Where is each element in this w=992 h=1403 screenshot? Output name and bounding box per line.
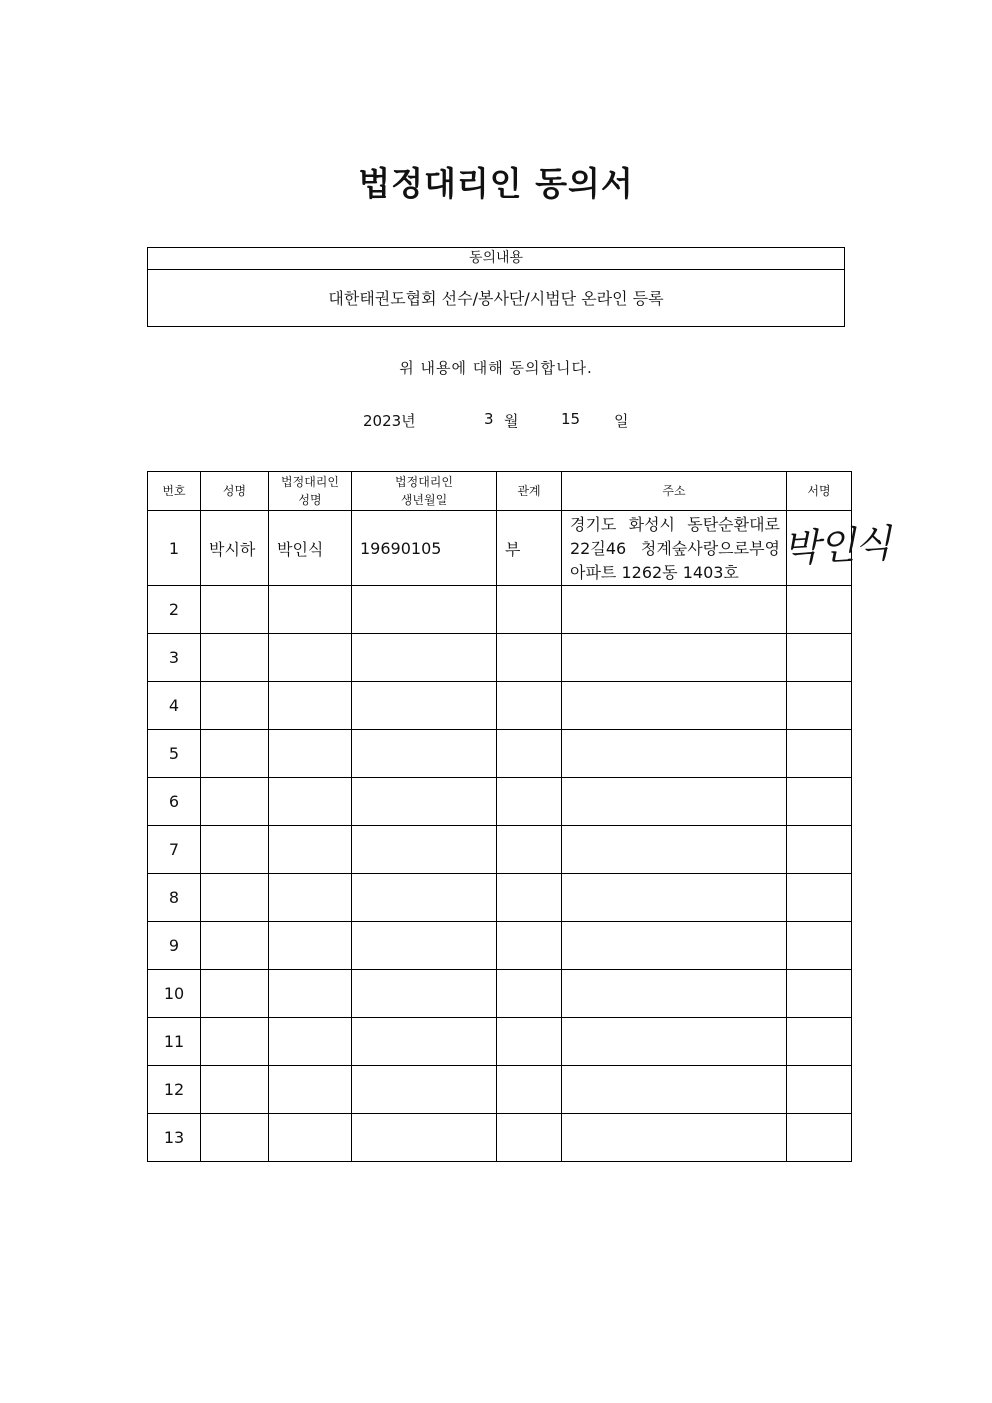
cell-guardian-name: 박인식 xyxy=(269,511,352,586)
table-row xyxy=(148,634,852,682)
cell-relation xyxy=(497,1066,562,1114)
table-row xyxy=(148,730,852,778)
cell-guardian-birth xyxy=(352,1114,497,1162)
cell-no: 9 xyxy=(148,922,201,970)
cell-guardian-name xyxy=(269,922,352,970)
date-month: 3 xyxy=(484,410,494,428)
cell-guardian-birth xyxy=(352,586,497,634)
table-row xyxy=(148,1066,852,1114)
cell-address xyxy=(562,874,787,922)
cell-name xyxy=(201,826,269,874)
cell-address xyxy=(562,778,787,826)
cell-guardian-birth xyxy=(352,826,497,874)
cell-no: 11 xyxy=(148,1018,201,1066)
cell-no: 6 xyxy=(148,778,201,826)
cell-no: 13 xyxy=(148,1114,201,1162)
cell-name xyxy=(201,1114,269,1162)
cell-guardian-birth xyxy=(352,634,497,682)
cell-name xyxy=(201,1018,269,1066)
cell-guardian-birth xyxy=(352,970,497,1018)
cell-address: 경기도 화성시 동탄순환대로 22길46 청계숲사랑으로부영아파트 1262동 1403호 xyxy=(562,511,787,586)
cell-no: 2 xyxy=(148,586,201,634)
cell-guardian-birth xyxy=(352,730,497,778)
cell-signature xyxy=(782,511,892,586)
cell-guardian-birth xyxy=(352,1018,497,1066)
cell-relation xyxy=(497,778,562,826)
cell-name xyxy=(201,730,269,778)
cell-guardian-birth: 19690105 xyxy=(352,511,497,586)
cell-guardian-birth xyxy=(352,1066,497,1114)
cell-guardian-birth xyxy=(352,874,497,922)
cell-signature xyxy=(787,634,852,682)
table-row xyxy=(148,682,852,730)
cell-name xyxy=(201,922,269,970)
cell-relation xyxy=(497,970,562,1018)
cell-relation xyxy=(497,874,562,922)
cell-relation xyxy=(497,634,562,682)
cell-signature xyxy=(787,1018,852,1066)
consent-header: 동의내용 xyxy=(148,248,844,270)
cell-guardian-name xyxy=(269,682,352,730)
cell-address xyxy=(562,634,787,682)
cell-guardian-name xyxy=(269,1066,352,1114)
cell-no: 8 xyxy=(148,874,201,922)
cell-signature xyxy=(787,874,852,922)
cell-guardian-birth xyxy=(352,922,497,970)
cell-name xyxy=(201,874,269,922)
cell-guardian-birth xyxy=(352,682,497,730)
table-row xyxy=(148,874,852,922)
cell-address xyxy=(562,922,787,970)
cell-guardian-birth xyxy=(352,778,497,826)
table-row xyxy=(148,970,852,1018)
cell-signature xyxy=(787,586,852,634)
cell-address xyxy=(562,682,787,730)
cell-guardian-name xyxy=(269,1114,352,1162)
cell-relation xyxy=(497,730,562,778)
cell-no: 12 xyxy=(148,1066,201,1114)
cell-signature xyxy=(787,730,852,778)
cell-relation xyxy=(497,1114,562,1162)
cell-relation xyxy=(497,826,562,874)
date-day: 15 xyxy=(561,410,581,428)
cell-signature xyxy=(787,682,852,730)
cell-name xyxy=(201,778,269,826)
cell-name xyxy=(201,970,269,1018)
cell-signature xyxy=(787,922,852,970)
cell-guardian-name xyxy=(269,778,352,826)
cell-address xyxy=(562,730,787,778)
cell-guardian-name xyxy=(269,1018,352,1066)
date-day-unit: 일 xyxy=(614,412,629,430)
table-row xyxy=(148,511,852,586)
header-address: 주소 xyxy=(562,472,787,511)
cell-relation xyxy=(497,586,562,634)
date-month-unit: 월 xyxy=(504,412,519,430)
cell-guardian-name xyxy=(269,586,352,634)
cell-signature xyxy=(787,1114,852,1162)
cell-address xyxy=(562,1066,787,1114)
cell-relation: 부 xyxy=(497,511,562,586)
cell-signature xyxy=(787,970,852,1018)
cell-address xyxy=(562,970,787,1018)
cell-name: 박시하 xyxy=(201,511,269,586)
cell-no: 7 xyxy=(148,826,201,874)
table-row xyxy=(148,778,852,826)
header-guardian-birth-line2: 생년월일 xyxy=(400,493,448,507)
cell-name xyxy=(201,682,269,730)
header-relation: 관계 xyxy=(497,472,562,511)
handwritten-signature: 박인식 xyxy=(782,521,892,571)
header-no: 번호 xyxy=(148,472,201,511)
header-guardian-birth-line1: 법정대리인 xyxy=(395,475,453,489)
consent-box xyxy=(147,247,845,327)
cell-guardian-name xyxy=(269,970,352,1018)
cell-signature xyxy=(787,1066,852,1114)
header-guardian-name-line2: 성명 xyxy=(298,493,322,507)
cell-no: 5 xyxy=(148,730,201,778)
cell-no: 3 xyxy=(148,634,201,682)
table-row xyxy=(148,1114,852,1162)
registration-table xyxy=(147,471,892,1162)
cell-guardian-name xyxy=(269,730,352,778)
header-signature: 서명 xyxy=(787,472,852,511)
cell-name xyxy=(201,586,269,634)
cell-relation xyxy=(497,922,562,970)
cell-guardian-name xyxy=(269,826,352,874)
cell-no: 4 xyxy=(148,682,201,730)
header-name: 성명 xyxy=(201,472,269,511)
table-header-row xyxy=(148,472,852,511)
table-row xyxy=(148,922,852,970)
cell-guardian-name xyxy=(269,874,352,922)
table-row xyxy=(148,586,852,634)
date-year: 2023년 xyxy=(363,412,416,430)
document-title: 법정대리인 동의서 xyxy=(358,164,634,203)
header-guardian-birth xyxy=(352,472,497,511)
cell-address xyxy=(562,1114,787,1162)
table-row xyxy=(148,1018,852,1066)
cell-address xyxy=(562,586,787,634)
cell-guardian-name xyxy=(269,634,352,682)
header-guardian-name xyxy=(269,472,352,511)
header-guardian-name-line1: 법정대리인 xyxy=(281,475,339,489)
cell-signature xyxy=(787,778,852,826)
cell-name xyxy=(201,1066,269,1114)
consent-content: 대한태권도협회 선수/봉사단/시범단 온라인 등록 xyxy=(328,289,664,308)
cell-signature xyxy=(787,826,852,874)
cell-relation xyxy=(497,682,562,730)
cell-relation xyxy=(497,1018,562,1066)
cell-address xyxy=(562,1018,787,1066)
cell-no: 10 xyxy=(148,970,201,1018)
cell-no: 1 xyxy=(148,511,201,586)
table-row xyxy=(148,826,852,874)
agree-statement: 위 내용에 대해 동의합니다. xyxy=(399,359,593,377)
cell-address xyxy=(562,826,787,874)
cell-name xyxy=(201,634,269,682)
